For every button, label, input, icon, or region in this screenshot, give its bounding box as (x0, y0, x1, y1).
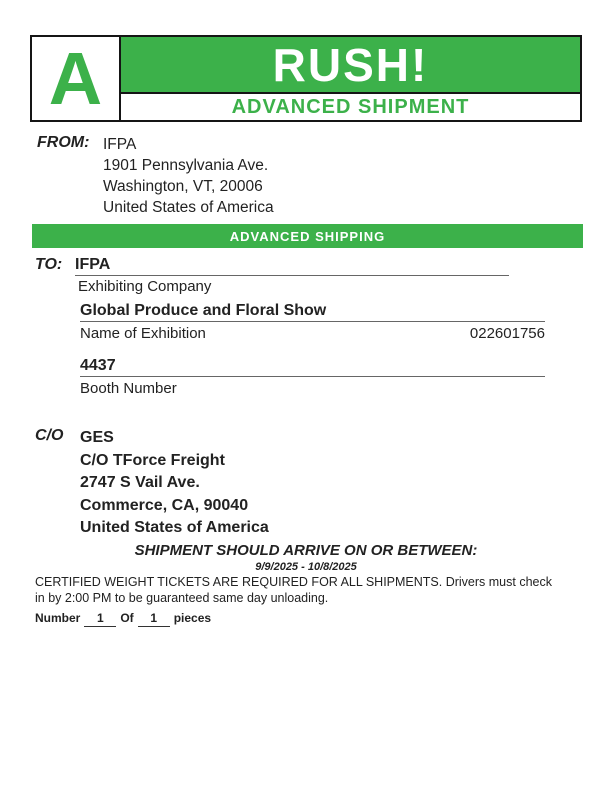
pieces-label: pieces (173, 611, 212, 625)
service-letter-cell (32, 37, 121, 120)
exhibition-caption-row (80, 325, 545, 342)
advanced-shipment-band (121, 94, 580, 120)
advanced-shipping-banner (32, 224, 583, 248)
to-company-caption: Exhibiting Company (78, 278, 212, 295)
to-company: IFPA (75, 256, 111, 273)
exhibition-code: 022601756 (469, 325, 545, 342)
service-letter: A (48, 36, 103, 120)
rush-text: RUSH! (272, 38, 429, 91)
from-address-line: Washington, VT, 20006 (103, 178, 263, 195)
from-address-line: IFPA (103, 136, 137, 153)
care-of-address (80, 427, 269, 540)
arrival-dates: 9/9/2025 - 10/8/2025 (255, 561, 357, 573)
from-address-line: 1901 Pennsylvania Ave. (103, 157, 269, 174)
care-of-address-line: United States of America (80, 519, 269, 536)
from-block (37, 134, 274, 218)
exhibition-name: Global Produce and Floral Show (80, 302, 327, 319)
label-header (30, 35, 582, 122)
from-label: FROM: (37, 134, 90, 151)
exhibition-caption: Name of Exhibition (80, 325, 206, 342)
to-row (35, 256, 509, 276)
arrival-heading: SHIPMENT SHOULD ARRIVE ON OR BETWEEN: (134, 542, 478, 559)
care-of-label: C/O (35, 427, 64, 444)
header-right (121, 37, 580, 120)
from-address (103, 134, 274, 218)
booth-field (80, 357, 545, 397)
certified-weight-notice: CERTIFIED WEIGHT TICKETS ARE REQUIRED FOR ALL SHIPMENTS. Drivers must check in by 2:00 PM to be guaranteed same day unloading. (35, 575, 552, 605)
to-company-field (75, 256, 509, 276)
care-of-address-line: Commerce, CA, 90040 (80, 496, 249, 514)
advanced-shipment-text: ADVANCED SHIPMENT (231, 95, 470, 118)
booth-caption: Booth Number (80, 380, 177, 397)
to-label: TO: (35, 256, 63, 273)
booth-number: 4437 (80, 357, 116, 374)
of-label: Of (120, 611, 134, 625)
exhibition-field (80, 302, 545, 342)
pieces-row (35, 611, 211, 627)
exhibition-name-field (80, 302, 545, 322)
booth-number-field (80, 357, 545, 377)
piece-total-value: 1 (138, 611, 170, 627)
advanced-shipping-text: ADVANCED SHIPPING (229, 228, 386, 244)
piece-number-value: 1 (84, 611, 116, 627)
from-address-line: United States of America (103, 199, 274, 216)
rush-banner (121, 37, 580, 94)
care-of-address-line: 2747 S Vail Ave. (80, 474, 200, 491)
number-label: Number (35, 611, 81, 625)
care-of-address-line: GES (80, 429, 114, 446)
care-of-address-line: C/O TForce Freight (80, 451, 225, 469)
care-of-block (35, 427, 269, 540)
